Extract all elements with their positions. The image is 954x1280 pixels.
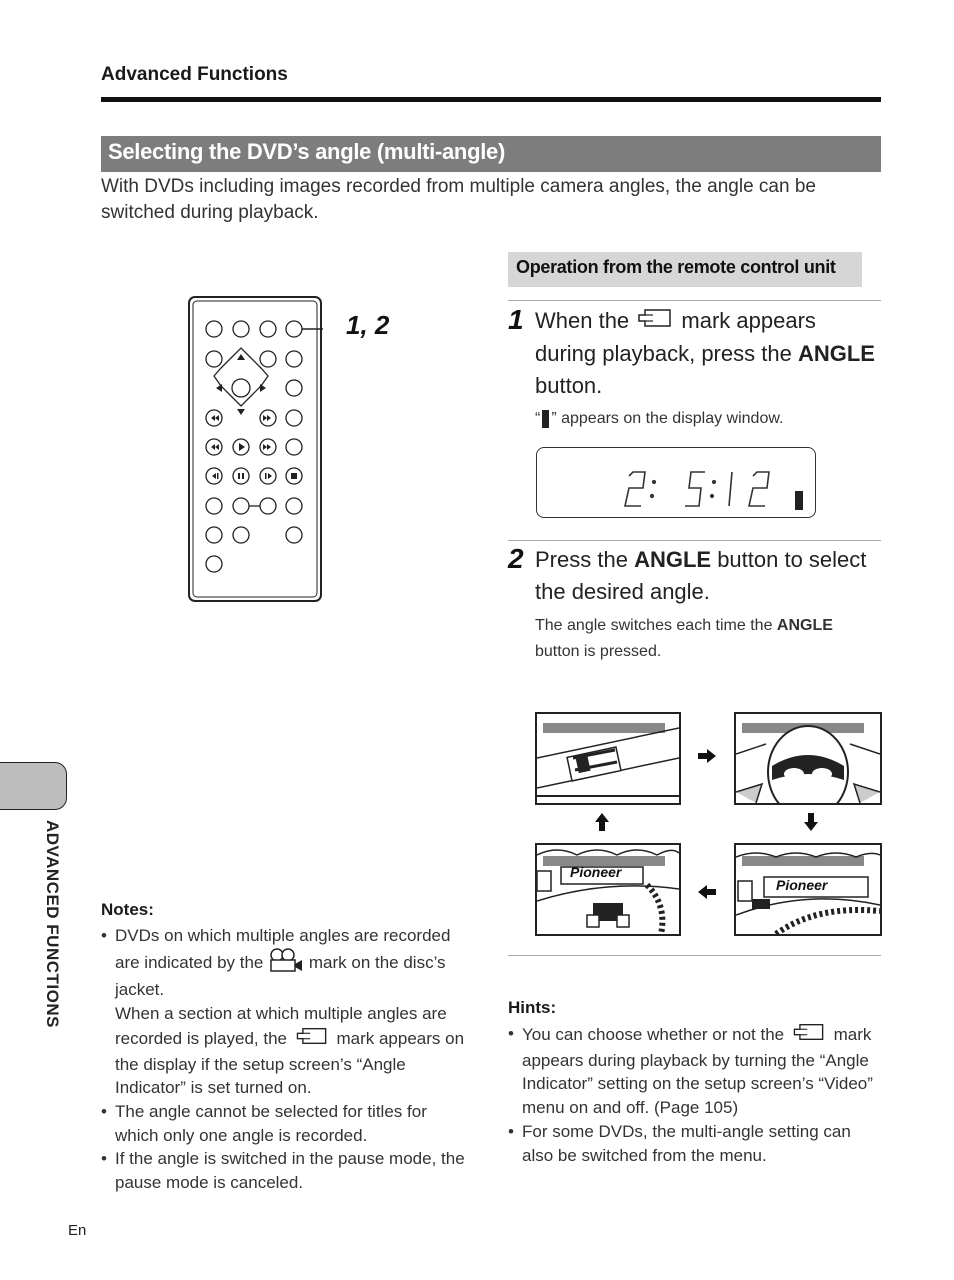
note-1-extra-after: mark appears on the display if the setup screen’s “Angle Indicator” is set turned on. [115,1028,465,1098]
step-1-text [535,305,875,402]
angle-mark-icon [635,306,675,338]
notes-list [101,924,473,1195]
remote-callout-label: 1, 2 [346,310,390,340]
arrow-down-icon [803,812,819,837]
step-1-button-name: ANGLE [797,341,875,367]
step-2-number: 2 [508,543,524,574]
step-2-note-before: The angle switches each time the [535,617,773,634]
note-1-before: DVDs on which multiple angles are recorded are indicated by the [115,926,451,972]
section-label: Advanced Functions [101,64,288,85]
list-item: • DVDs on which multiple angles are recorded are indicated by the mark on the disc’s jacket. When a section at which multiple angles are recorded is played, the mark appears on the display if the setup screen’s “Angle Indicator” is set turned on. [101,926,465,1098]
display-segment-readout [537,448,815,517]
step-2-note-after: button is pressed. [535,643,662,660]
hints-list [508,1022,886,1167]
divider [508,955,881,956]
logo-text-3: Pioneer [570,864,622,880]
hint-1-after: mark appears during playback by turning the “Angle Indicator” setting on the setup screen’s “Video” menu on and off. (Page 105) [522,1024,873,1118]
list-item: • For some DVDs, the multi-angle setting can also be switched from the menu. [508,1121,851,1165]
note-1-after: mark on the disc’s jacket. [115,952,446,1000]
angle-thumbnail-2 [734,712,882,805]
logo-text-4: Pioneer [776,877,828,893]
list-item: • The angle cannot be selected for titles for which only one angle is recorded. [101,1101,427,1145]
multi-angle-camera-icon [268,948,304,979]
step-1-text-end: button. [535,373,603,399]
step-1-text-after: mark appears during playback, press the [535,308,816,367]
step-2-note-button: ANGLE [776,617,833,634]
angle-mark-icon [789,1022,829,1049]
angle-thumbnail-1 [535,712,681,805]
step-2-text [535,544,875,608]
header-rule [101,97,881,102]
arrow-up-icon [594,812,610,837]
notes-title: Notes: [101,900,154,919]
list-item: • If the angle is switched in the pause mode, the pause mode is canceled. [101,1149,465,1193]
note-open-quote: “ [535,410,541,427]
divider [508,300,881,301]
operation-label: Operation from the remote control unit [516,257,836,277]
angle-bar-icon [542,410,549,428]
hint-1-before: You can choose whether or not the [522,1024,785,1044]
arrow-right-icon [697,748,717,769]
side-tab [0,762,67,810]
note-1-extra-before: When a section at which multiple angles are recorded is played, the [115,1004,447,1048]
list-item: • You can choose whether or not the mark appears during playback by turning the “Angle Indicator” setting on the setup screen’s “Video” menu on and off. (Page 105) [508,1024,873,1118]
intro-paragraph: With DVDs including images recorded from multiple camera angles, the angle can be switched during playback. [101,176,816,223]
note-2-text: The angle cannot be selected for titles for which only one angle is recorded. [115,1101,427,1145]
side-tab-label: ADVANCED FUNCTIONS [43,820,62,1028]
hints-title: Hints: [508,998,557,1017]
step-1-number: 1 [508,304,524,335]
footer-language: En [68,1222,87,1239]
display-window [536,447,816,518]
step-2-button-name: ANGLE [634,547,712,572]
step-2-note [535,613,855,665]
step-2-text-after: button to select the desired angle. [535,547,867,604]
remote-control-icon [188,296,323,602]
step-1-note [535,406,783,432]
angle-thumbnail-3 [535,843,681,936]
page-title: Selecting the DVD’s angle (multi-angle) [108,139,505,164]
angle-mark-icon [292,1026,332,1053]
step-1-text-before: When the [535,308,630,333]
step-2-text-before: Press the [535,547,628,572]
note-3-text: If the angle is switched in the pause mode, the pause mode is canceled. [115,1149,465,1193]
note-close-text: ” appears on the display window. [551,410,784,427]
divider [508,540,881,541]
hint-2-text: For some DVDs, the multi-angle setting can also be switched from the menu. [522,1121,851,1165]
arrow-left-icon [697,884,717,905]
